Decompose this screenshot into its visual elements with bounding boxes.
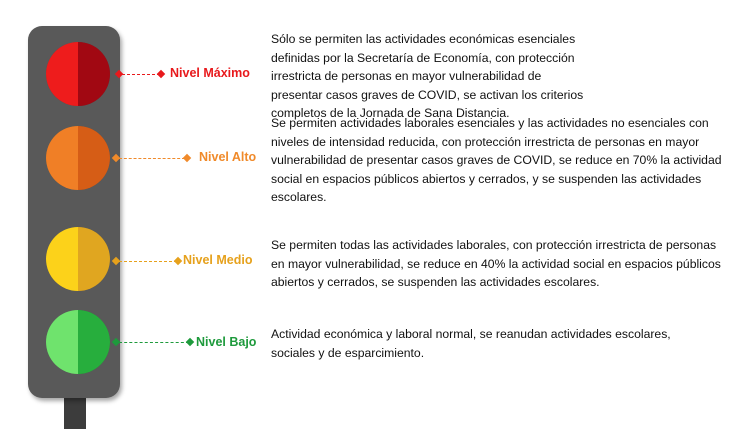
- lamp-green: [46, 310, 110, 374]
- connector-end-medio: [174, 257, 182, 265]
- connector-line-maximo: [122, 74, 160, 75]
- description-bajo: Actividad económica y laboral normal, se reanudan actividades escolares, sociales y de esparcimiento.: [271, 327, 671, 360]
- description-medio: Se permiten todas las actividades laborales, con protección irrestricta de personas en mayor vulnerabilidad, se reduce en 40% la actividad social en espacios públicos abiertos y cerrados, se suspenden las actividades escolares.: [271, 238, 721, 289]
- lamp-orange-light-half: [46, 126, 78, 190]
- lamp-orange: [46, 126, 110, 190]
- lamp-red-light-half: [46, 42, 78, 106]
- lamp-yellow: [46, 227, 110, 291]
- level-label-bajo: Nivel Bajo: [196, 335, 257, 349]
- lamp-green-light-half: [46, 310, 78, 374]
- connector-line-medio: [119, 261, 177, 262]
- lamp-green-dark-half: [78, 310, 110, 374]
- lamp-red-dark-half: [78, 42, 110, 106]
- lamp-yellow-dark-half: [78, 227, 110, 291]
- connector-line-alto: [119, 158, 185, 159]
- connector-end-alto: [183, 154, 191, 162]
- level-label-medio: Nivel Medio: [183, 253, 253, 267]
- lamp-yellow-light-half: [46, 227, 78, 291]
- description-alto: Se permiten actividades laborales esenciales y las actividades no esenciales con niveles de intensidad reducida, con protección irrestricta de personas en mayor vulnerabilidad de presentar casos graves de COVID, se reduce en 70% la actividad social en espacios públicos abiertos y cerrados, y se suspenden las actividades escolares.: [271, 116, 722, 204]
- lamp-orange-dark-half: [78, 126, 110, 190]
- description-maximo: Sólo se permiten las actividades económicas esenciales definidas por la Secretaría de Economía, con protección irrestricta de personas en mayor vulnerabilidad de presentar casos graves de COVID, se activan los criterios completos de la Jornada de Sana Distancia.: [271, 32, 584, 120]
- lamp-red: [46, 42, 110, 106]
- traffic-light-pole: [64, 398, 86, 429]
- connector-end-bajo: [186, 338, 194, 346]
- connector-end-maximo: [157, 70, 165, 78]
- level-label-alto: Nivel Alto: [199, 150, 257, 164]
- level-label-maximo: Nivel Máximo: [170, 66, 250, 80]
- connector-line-bajo: [119, 342, 189, 343]
